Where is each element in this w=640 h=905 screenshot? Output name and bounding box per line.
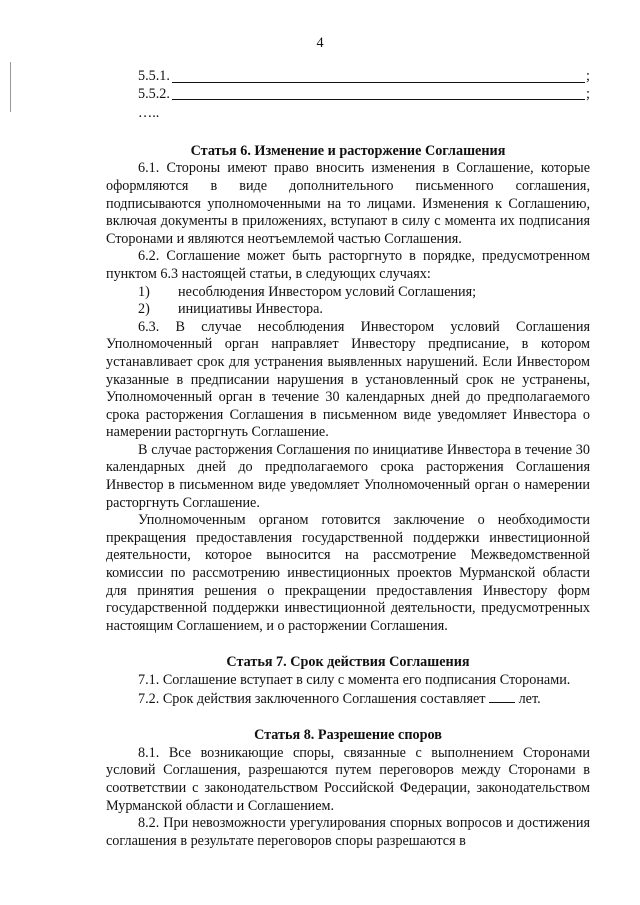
ellipsis: ….. — [138, 105, 160, 122]
blank-fill-line — [172, 87, 585, 100]
list-item-number: 1) — [138, 283, 150, 300]
paragraph-investor-initiative: В случае расторжения Соглашения по инициативе Инвестора в течение 30 календарных дней до предполагаемого срока расторжения Соглашения Инвестор в письменном виде уведомляет Уполномоченный орган о намерении расторгнуть Соглашение. — [106, 441, 590, 511]
paragraph-8-1: 8.1. Все возникающие споры, связанные с выполнением Сторонами условий Соглашения, разрешаются путем переговоров между Сторонами в соответствии с законодательством Российской Федерации, законодательством Мурманской области и Соглашением. — [106, 744, 590, 814]
article-6-title: Статья 6. Изменение и расторжение Соглашения — [190, 142, 506, 159]
paragraph-7-2 — [106, 690, 590, 709]
paragraph-8-2: 8.2. При невозможности урегулирования спорных вопросов и достижения соглашения в результате переговоров споры разрешаются в — [106, 815, 590, 849]
page-number: 4 — [316, 35, 324, 51]
blank-fill-line — [172, 70, 585, 83]
blank-item-number: 5.5.1. — [138, 68, 170, 84]
list-item-number: 2) — [138, 301, 150, 318]
blank-item-end: ; — [586, 85, 590, 102]
term-unit: лет. — [518, 690, 541, 707]
list-item — [106, 301, 590, 319]
paragraph-6-3: 6.3. В случае несоблюдения Инвестором условий Соглашения Уполномоченный орган направляет Инвестору предписание, в котором устанавливает срок для устранения выявленных нарушений. Если Инвестором указанные в предписании нарушения в установленный срок не устранены, Уполномоченный орган в течение 30 календарных дней до предполагаемого срока расторжения Соглашения в письменном виде уведомляет Инвестора о намерении расторгнуть Соглашение. — [106, 318, 590, 441]
document-body — [106, 68, 590, 850]
paragraph-6-2: 6.2. Соглашение может быть расторгнуто в порядке, предусмотренном пунктом 6.3 настоящей статьи, в следующих случаях: — [106, 248, 590, 282]
paragraph-7-1: 7.1. Соглашение вступает в силу с момента его подписания Сторонами. — [138, 672, 571, 688]
article-7-title: Статья 7. Срок действия Соглашения — [226, 654, 470, 671]
blank-item-end: ; — [586, 68, 590, 84]
term-years-blank — [489, 690, 515, 703]
list-item-text: несоблюдения Инвестором условий Соглашения; — [178, 283, 477, 300]
blank-item-5-5-2 — [106, 86, 590, 104]
paragraph-conclusion: Уполномоченным органом готовится заключение о необходимости прекращения предоставления государственной поддержки инвестиционной деятельности, которое выносится на рассмотрение Межведомственной комиссии по рассмотрению инвестиционных проектов Мурманской области для принятия решения о прекращении предоставления Инвестору форм государственной поддержки инвестиционной деятельности, предусмотренных настоящим Соглашением, и о расторжении Соглашения. — [106, 512, 590, 634]
list-item-text: инициативы Инвестора. — [178, 301, 323, 318]
list-item — [106, 284, 590, 302]
blank-item-5-5-1 — [106, 68, 590, 86]
scan-margin-mark — [10, 62, 11, 112]
article-8-title: Статья 8. Разрешение споров — [254, 727, 442, 744]
paragraph-6-1: 6.1. Стороны имеют право вносить изменения в Соглашение, которые оформляются в виде дополнительного письменного соглашения, подписываются уполномоченными на то лицами. Изменения к Соглашению, включая документы в приложениях, вступают в силу с момента их подписания Сторонами и являются неотъемлемой частью Соглашения. — [106, 160, 590, 247]
term-text: 7.2. Срок действия заключенного Соглашения составляет — [138, 690, 486, 707]
blank-item-number: 5.5.2. — [138, 85, 170, 102]
